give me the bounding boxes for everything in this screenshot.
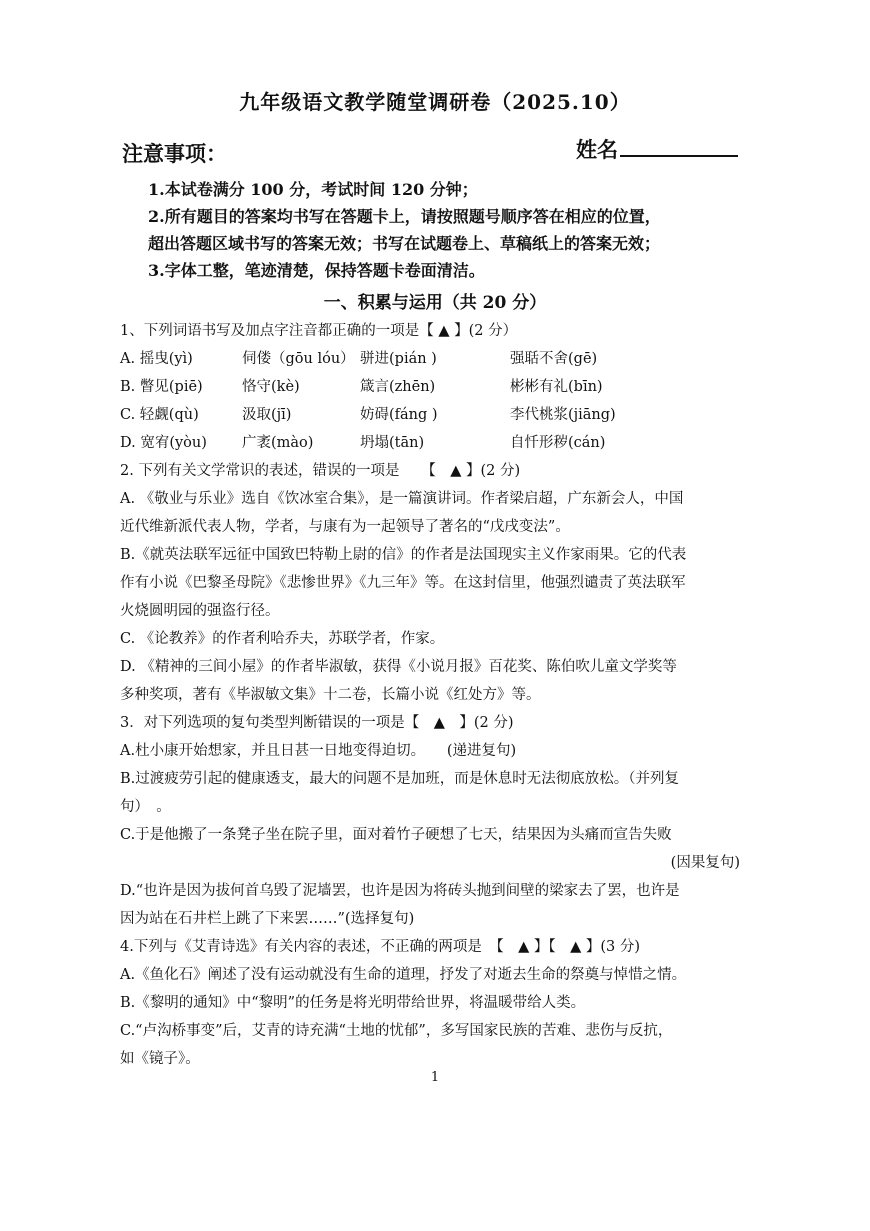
questions-body	[120, 317, 780, 1073]
q3-line: A.杜小康开始想家，并且日甚一日地变得迫切。 (递进复句)	[120, 743, 517, 759]
name-blank-line	[620, 135, 738, 157]
q3-line: D.“也许是因为拔何首乌毁了泥墙罢，也许是因为将砖头抛到间壁的梁家去了罢，也许是	[120, 883, 680, 899]
name-label: 姓名	[576, 137, 618, 162]
q1-option-c	[120, 401, 780, 429]
exam-title: 九年级语文教学随堂调研卷（2025.10）	[239, 90, 631, 114]
q3-stem: 3．对下列选项的复句类型判断错误的一项是【 ▲ 】(2 分)	[120, 715, 514, 731]
option-term: 广袤(mào)	[242, 435, 314, 451]
option-term: A. 摇曳(yì)	[120, 351, 193, 367]
option-term: 彬彬有礼(bīn)	[510, 379, 603, 395]
q1-option-d	[120, 429, 780, 457]
notice-list	[148, 176, 788, 284]
notice-label: 注意事项：	[122, 141, 227, 166]
option-term: 箴言(zhēn)	[360, 379, 436, 395]
option-term: 骈进(pián )	[360, 351, 437, 367]
option-term: 自忏形秽(cán)	[510, 435, 606, 451]
notice-item: 1.本试卷满分 100 分，考试时间 120 分钟；	[148, 180, 478, 199]
notice-item: 3.字体工整，笔迹清楚，保持答题卡卷面清洁。	[148, 261, 485, 280]
option-term: 强聒不舍(gē)	[510, 351, 598, 367]
q3-line: 因为站在石井栏上跳了下来罢……”(选择复句)	[120, 911, 415, 927]
q2-line: 火烧圆明园的强盗行径。	[120, 603, 280, 619]
q4-line: C.“卢沟桥事变”后，艾青的诗充满“土地的忧郁”，多写国家民族的苦难、悲伤与反抗，	[120, 1023, 673, 1039]
q2-line: 多种奖项，著有《毕淑敏文集》十二卷，长篇小说《红处方》等。	[120, 687, 541, 703]
option-term: B. 瞥见(piē)	[120, 379, 203, 395]
page-number: 1	[430, 1070, 440, 1085]
q1-stem: 1、下列词语书写及加点字注音都正确的一项是【 ▲ 】(2 分）	[120, 323, 518, 339]
option-term: 汲取(jī)	[242, 407, 292, 423]
option-term: 恪守(kè)	[242, 379, 300, 395]
option-term: D. 宽宥(yòu)	[120, 435, 207, 451]
option-term: C. 轻觑(qù)	[120, 407, 199, 423]
notice-item: 2.所有题目的答案均书写在答题卡上，请按照题号顺序答在相应的位置，	[148, 207, 661, 226]
q4-line: B.《黎明的通知》中“黎明”的任务是将光明带给世界，将温暖带给人类。	[120, 995, 586, 1011]
notice-item: 超出答题区域书写的答案无效；书写在试题卷上、草稿纸上的答案无效；	[148, 234, 661, 253]
option-term: 坍塌(tān)	[360, 435, 425, 451]
q3-line: B.过渡疲劳引起的健康透支，最大的问题不是加班，而是休息时无法彻底放松。（并列复	[120, 771, 680, 787]
q4-line: A.《鱼化石》阐述了没有运动就没有生命的道理，抒发了对逝去生命的祭奠与悼惜之情。	[120, 967, 687, 983]
q4-line: 如《镜子》。	[120, 1051, 200, 1067]
q2-line: 近代维新派代表人物，学者，与康有为一起领导了著名的“戊戌变法”。	[120, 519, 570, 535]
option-term: 妨碍(fáng )	[360, 407, 438, 423]
q2-line: B.《就英法联军远征中国致巴特勒上尉的信》的作者是法国现实主义作家雨果。它的代表	[120, 547, 687, 563]
q3-line: 句） 。	[120, 799, 171, 815]
q2-stem: 2. 下列有关文学常识的表述，错误的一项是 【 ▲ 】(2 分)	[120, 463, 521, 479]
q2-line: A. 《敬业与乐业》选自《饮冰室合集》，是一篇演讲词。作者梁启超，广东新会人，中国	[120, 491, 684, 507]
q4-stem: 4.下列与《艾青诗选》有关内容的表述，不正确的两项是 【 ▲ 】【 ▲ 】(3 分)	[120, 939, 641, 955]
q2-line: 作有小说《巴黎圣母院》《悲惨世界》《九三年》等。在这封信里，他强烈谴责了英法联军	[120, 575, 686, 591]
name-field	[576, 134, 738, 164]
q2-line: C. 《论教养》的作者利哈乔夫，苏联学者，作家。	[120, 631, 445, 647]
q2-line: D. 《精神的三间小屋》的作者毕淑敏，获得《小说月报》百花奖、陈伯吹儿童文学奖等	[120, 659, 677, 675]
section-title: 一、积累与运用（共 20 分）	[323, 293, 547, 313]
option-term: 伺偻（gōu lóu）	[242, 351, 355, 367]
q3-line: (因果复句)	[670, 855, 740, 871]
option-term: 李代桃浆(jiāng)	[510, 407, 616, 423]
q3-line: C.于是他搬了一条凳子坐在院子里，面对着竹子硬想了七天，结果因为头痛而宣告失败	[120, 827, 672, 843]
q1-option-b	[120, 373, 780, 401]
q1-option-a	[120, 345, 780, 373]
